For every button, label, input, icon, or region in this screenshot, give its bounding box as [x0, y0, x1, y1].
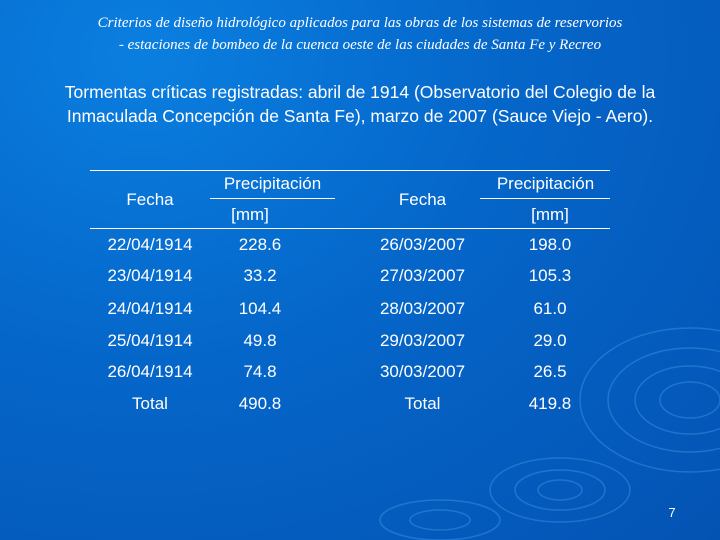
- header-precip-2007: Precipitación: [496, 174, 595, 193]
- header-precip-1914: Precipitación: [223, 174, 322, 193]
- table-cell-date-1914: 26/04/1914: [107, 362, 193, 381]
- page-number: 7: [668, 505, 676, 520]
- table-cell-date-2007: 29/03/2007: [379, 331, 466, 350]
- table-cell-value-1914: 74.8: [243, 362, 277, 381]
- table-cell-date-1914: 22/04/1914: [107, 235, 193, 254]
- intro-line-1: Tormentas críticas registradas: abril de 1914 (Observatorio del Colegio de la: [64, 82, 656, 102]
- table-cell-value-1914: 49.8: [243, 331, 277, 350]
- table-cell-date-2007: 27/03/2007: [379, 266, 466, 285]
- table-cell-date-2007: 30/03/2007: [379, 362, 466, 381]
- header-unit-1914: [mm]: [231, 205, 269, 224]
- table-cell-value-2007: 29.0: [533, 331, 567, 350]
- table-top-rule: [90, 170, 610, 171]
- table-cell-date-1914: 25/04/1914: [107, 331, 193, 350]
- slide-header: [0, 12, 720, 56]
- table-cell-value-2007: 61.0: [533, 299, 567, 318]
- table-cell-value-2007: 105.3: [528, 266, 572, 285]
- header-sub-rule-1914: [210, 198, 335, 199]
- table-cell-value-1914: 104.4: [238, 299, 282, 318]
- header-bottom-rule: [90, 228, 610, 229]
- intro-line-2: Inmaculada Concepción de Santa Fe), marzo de 2007 (Sauce Viejo - Aero).: [66, 106, 654, 126]
- header-line-2: - estaciones de bombeo de la cuenca oeste de las ciudades de Santa Fe y Recreo: [118, 37, 602, 53]
- intro-text: [0, 80, 720, 128]
- table-cell-value-1914: 228.6: [238, 235, 282, 254]
- total-value-2007: 419.8: [528, 394, 572, 413]
- table-cell-date-2007: 28/03/2007: [379, 299, 466, 318]
- header-fecha-2007: Fecha: [398, 190, 447, 209]
- table-cell-value-2007: 198.0: [528, 235, 572, 254]
- header-sub-rule-2007: [480, 198, 610, 199]
- header-fecha-1914: Fecha: [126, 190, 174, 209]
- header-unit-2007: [mm]: [531, 205, 569, 224]
- table-cell-date-2007: 26/03/2007: [379, 235, 466, 254]
- table-cell-date-1914: 23/04/1914: [107, 266, 193, 285]
- header-line-1: Criterios de diseño hidrológico aplicados para las obras de los sistemas de reservorios: [97, 15, 623, 31]
- total-value-1914: 490.8: [238, 394, 282, 413]
- table-cell-date-1914: 24/04/1914: [107, 299, 193, 318]
- total-label-2007: Total: [404, 394, 441, 413]
- table-cell-value-1914: 33.2: [243, 266, 277, 285]
- table-cell-value-2007: 26.5: [533, 362, 567, 381]
- total-label-1914: Total: [132, 394, 168, 413]
